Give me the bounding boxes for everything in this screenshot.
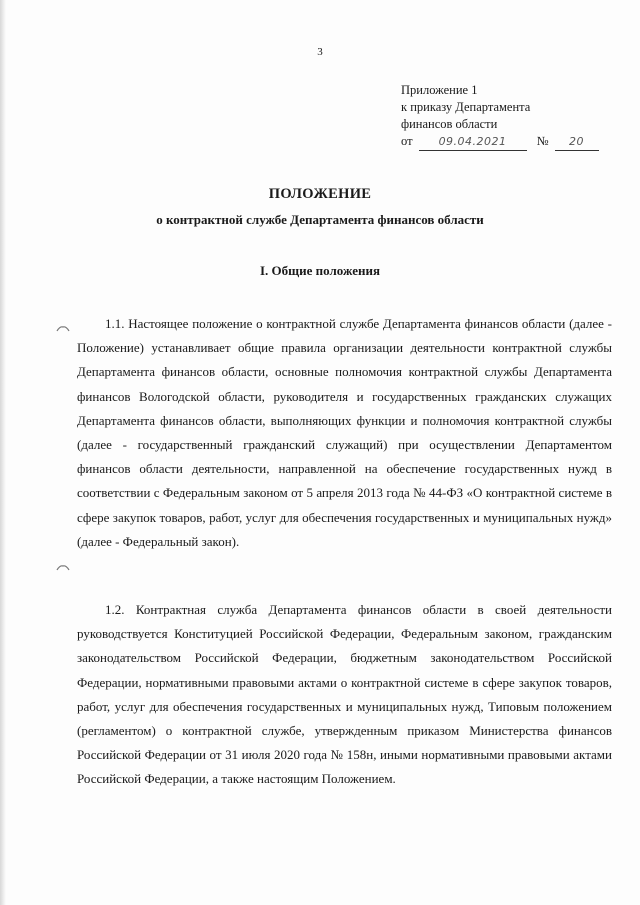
handwritten-number: 20 xyxy=(555,133,599,151)
appendix-line-1: Приложение 1 xyxy=(401,83,478,97)
section-heading: I. Общие положения xyxy=(260,263,380,278)
paragraph-1-1: 1.1. Настоящее положение о контрактной службе Департамента финансов области (далее - Положение) устанавливает общие правила организации деятельности контрактной службы Департамента финансов области, основные полномочия контрактной службы Департамента финансов Вологодской области, руководителя и государственных гражданских служащих Департамента финансов области, выполняющих функции и полномочия контрактной службы (далее - государственный гражданский служащий) при осуществлении Департаментом финансов области деятельности, направленной на обеспечение государственных нужд в соответствии с Федеральным законом от 5 апреля 2013 года № 44-ФЗ «О контрактной системе в сфере закупок товаров, работ, услуг для обеспечения государственных и муниципальных нужд» (далее - Федеральный закон). xyxy=(77,316,612,549)
scan-edge-shadow xyxy=(0,0,6,905)
scan-artifact-icon xyxy=(56,564,70,571)
paragraph-1-2: 1.2. Контрактная служба Департамента финансов области в своей деятельности руководствуется Конституцией Российской Федерации, Федеральным законом, гражданским законодательством Российской Федерации, бюджетным законодательством Российской Федерации, нормативными правовыми актами о контрактной системе в сфере закупок товаров, работ, услуг для обеспечения государственных и муниципальных нужд, Типовым положением (регламентом) о контрактной службе, утвержденным приказом Министерства финансов Российской Федерации от 31 июля 2020 года № 158н, иными нормативными правовыми актами Российской Федерации, а также настоящим Положением. xyxy=(77,602,612,787)
appendix-line-3: финансов области xyxy=(401,117,498,131)
appendix-line-2: к приказу Департамента xyxy=(401,100,531,114)
scan-artifact-icon xyxy=(56,325,70,332)
appendix-date-line xyxy=(401,133,599,151)
document-subtitle: о контрактной службе Департамента финансов области xyxy=(156,212,484,227)
number-sign: № xyxy=(536,134,549,148)
appendix-block xyxy=(401,82,599,151)
date-prefix: от xyxy=(401,134,413,148)
handwritten-date: 09.04.2021 xyxy=(419,133,527,151)
document-title: ПОЛОЖЕНИЕ xyxy=(268,186,372,202)
page-number: 3 xyxy=(317,46,323,58)
